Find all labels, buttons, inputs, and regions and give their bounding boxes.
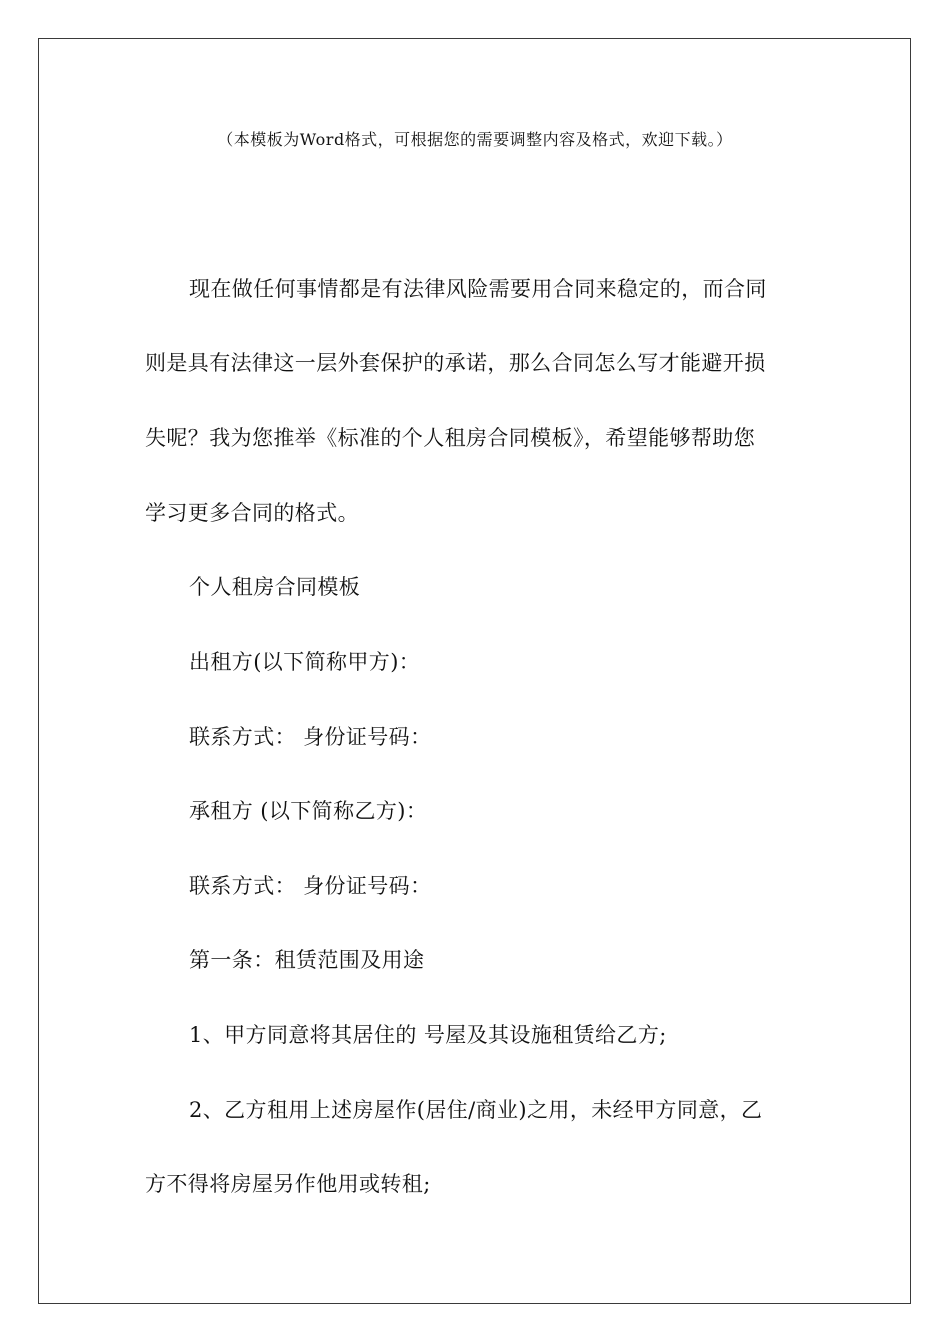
lessee-line: 承租方 (以下简称乙方)： [189,799,428,823]
contract-title: 个人租房合同模板 [189,575,361,599]
template-note: （本模板为Word格式，可根据您的需要调整内容及格式，欢迎下载。） [217,130,733,149]
clause-1: 1、甲方同意将其居住的 号屋及其设施租赁给乙方; [189,1023,667,1047]
intro-line-4: 学习更多合同的格式。 [145,501,359,525]
lessor-contact-line: 联系方式： 身份证号码： [189,725,432,749]
clause-2-line-1: 2、乙方租用上述房屋作(居住/商业)之用，未经甲方同意，乙 [189,1098,763,1122]
clause-2-line-2: 方不得将房屋另作他用或转租; [145,1172,431,1196]
intro-line-2: 则是具有法律这一层外套保护的承诺，那么合同怎么写才能避开损 [145,351,766,375]
intro-line-1: 现在做任何事情都是有法律风险需要用合同来稳定的，而合同 [189,277,767,301]
lessee-contact-line: 联系方式： 身份证号码： [189,874,432,898]
intro-line-3: 失呢？我为您推举《标准的个人租房合同模板》，希望能够帮助您 [145,426,756,450]
article-1-title: 第一条：租赁范围及用途 [189,948,425,972]
lessor-line: 出租方(以下简称甲方)： [189,650,421,674]
